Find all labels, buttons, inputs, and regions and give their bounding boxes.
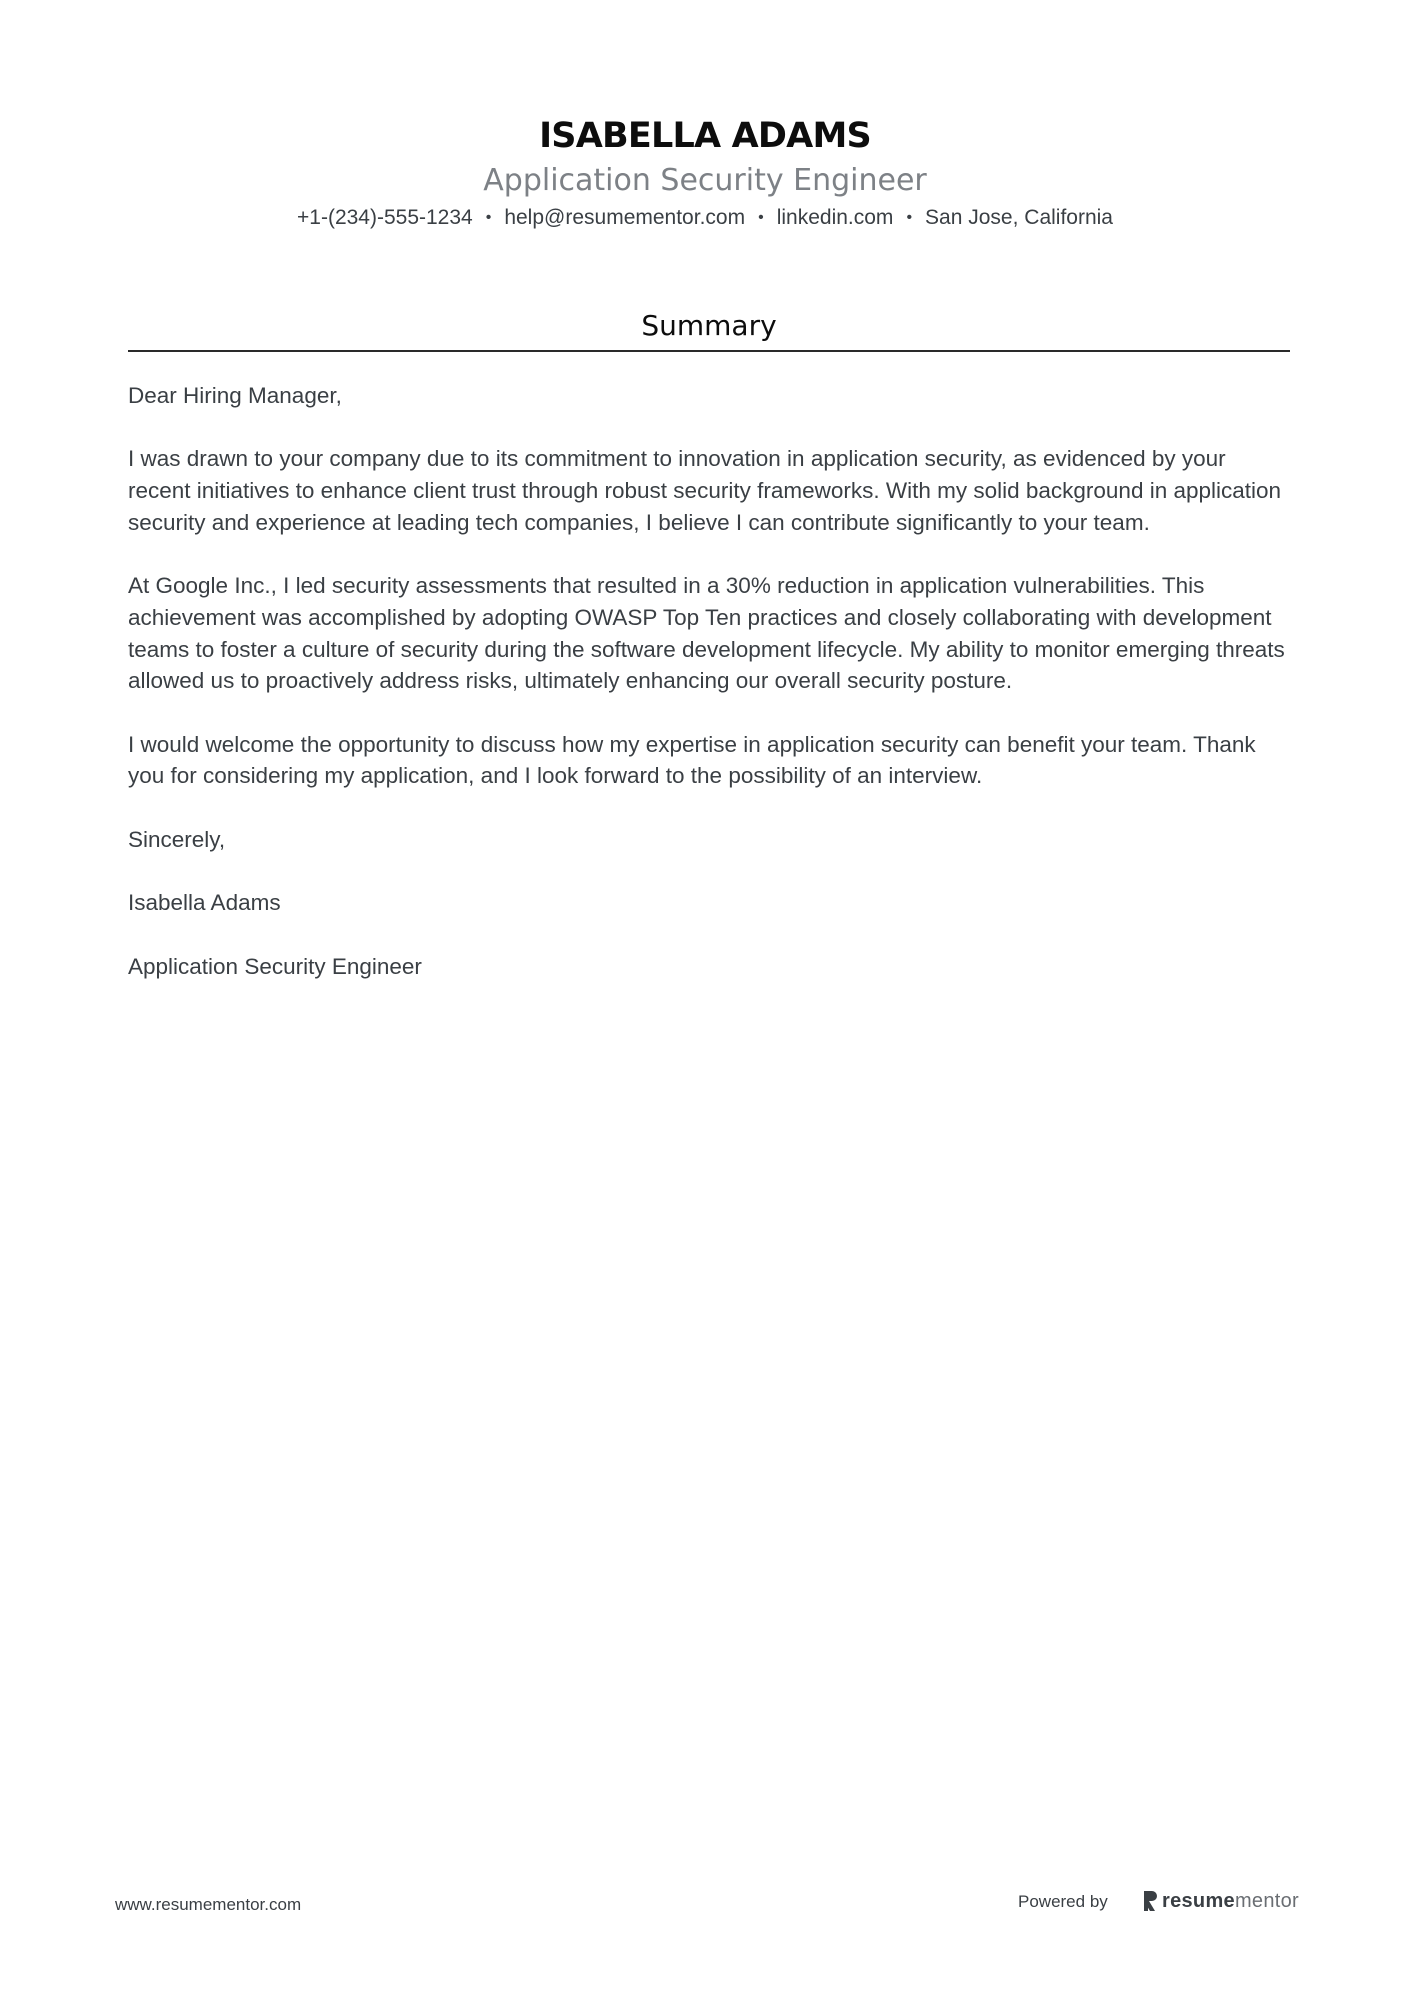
letter-paragraph: I would welcome the opportunity to discuss how my expertise in application security can benefit your team. Thank you for considering my application, and I look forward to the possibility of an interview. [128, 731, 1256, 789]
brand-wordmark-part1: resume [1162, 1890, 1235, 1912]
brand-wordmark [1162, 1889, 1299, 1913]
contact-location: San Jose, California [925, 206, 1113, 229]
signature-name: Isabella Adams [128, 890, 281, 916]
brand-wordmark-part2: mentor [1234, 1890, 1299, 1912]
brand-logo [1142, 1886, 1299, 1916]
letter-paragraph: At Google Inc., I led security assessments that resulted in a 30% reduction in application vulnerabilities. This achievement was accomplished by adopting OWASP Top Ten practices and closely collaborating with development teams to foster a culture of security during the software development lifecycle. My ability to monitor emerging threats allowed us to proactively address risks, ultimately enhancing our overall security posture. [128, 573, 1285, 694]
contact-separator: • [906, 209, 913, 226]
letter-greeting: Dear Hiring Manager, [128, 383, 342, 408]
letter-body [128, 380, 1293, 1014]
section-title: Summary [641, 309, 777, 342]
signature-title: Application Security Engineer [128, 953, 422, 979]
candidate-name: ISABELLA ADAMS [539, 116, 871, 156]
letter-paragraph: I was drawn to your company due to its commitment to innovation in application security, as evidenced by your recent initiatives to enhance client trust through robust security frameworks. With my solid background in application security and experience at leading tech companies, I believe I can contribute significantly to your team. [128, 446, 1282, 535]
footer-url: www.resumementor.com [115, 1895, 302, 1914]
contact-email: help@resumementor.com [504, 206, 746, 229]
contact-linkedin: linkedin.com [776, 206, 894, 229]
contact-separator: • [758, 209, 764, 226]
section-divider [128, 350, 1290, 352]
header [0, 112, 1410, 232]
powered-by-label: Powered by [1018, 1892, 1108, 1911]
contact-phone: +1-(234)-555-1234 [297, 206, 473, 229]
contact-separator: • [485, 209, 492, 226]
candidate-role: Application Security Engineer [483, 163, 927, 198]
letter-closing: Sincerely, [128, 826, 226, 852]
contact-line [0, 204, 1410, 232]
resumementor-logo-icon [1142, 1890, 1158, 1912]
